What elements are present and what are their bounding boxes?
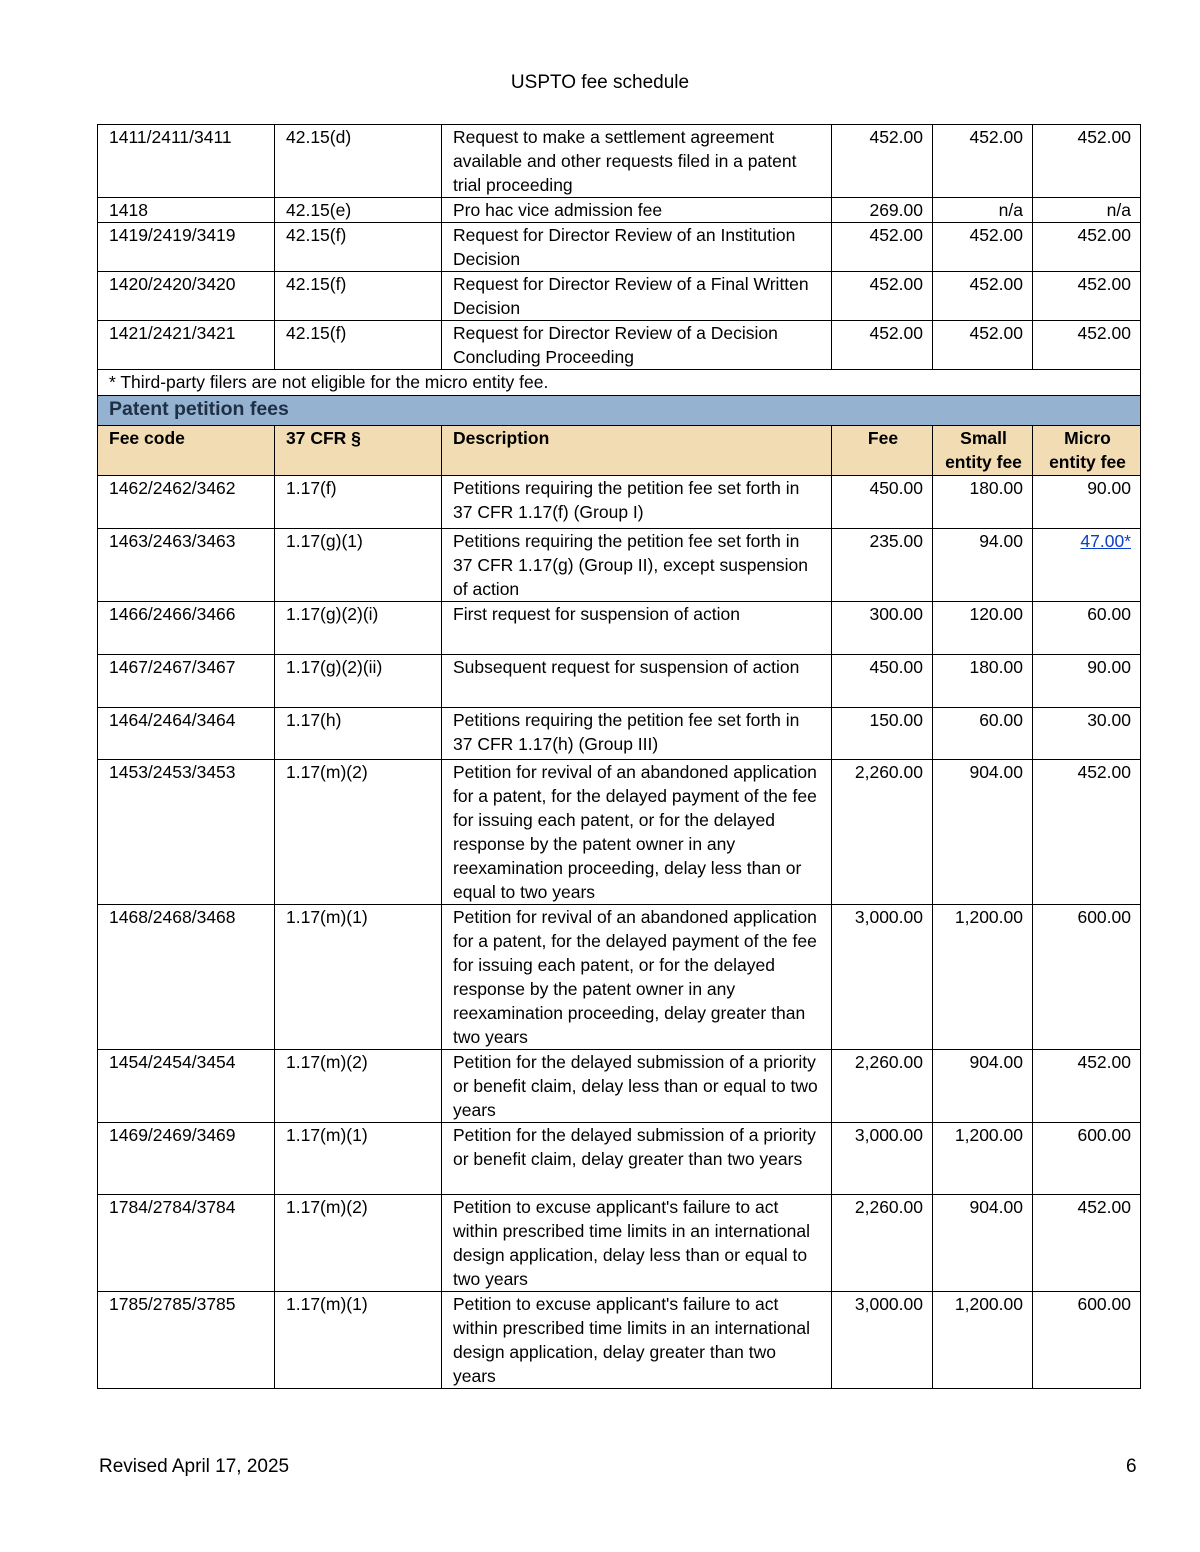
description-cell: Petitions requiring the petition fee set forth in 37 CFR 1.17(h) (Group III) (442, 708, 832, 760)
fee-code-cell: 1453/2453/3453 (98, 760, 275, 905)
fee-code-cell: 1785/2785/3785 (98, 1292, 275, 1389)
description-cell: Request for Director Review of a Decision Concluding Proceeding (442, 321, 832, 370)
micro-entity-fee-cell: 90.00 (1033, 655, 1141, 708)
fee-code-cell: 1464/2464/3464 (98, 708, 275, 760)
micro-entity-fee-cell (1033, 529, 1141, 602)
column-header-fee-code: Fee code (98, 426, 275, 476)
revision-date: Revised April 17, 2025 (99, 1456, 290, 1477)
cfr-cell: 42.15(d) (275, 125, 442, 198)
small-entity-fee-cell: 60.00 (933, 708, 1033, 760)
cfr-cell: 42.15(e) (275, 198, 442, 223)
fee-cell: 2,260.00 (832, 1050, 933, 1123)
table-row (98, 529, 1141, 602)
column-header-description: Description (442, 426, 832, 476)
table-row (98, 198, 1141, 223)
table-row (98, 655, 1141, 708)
small-entity-fee-cell: n/a (933, 198, 1033, 223)
table-row (98, 905, 1141, 1050)
fee-table (97, 124, 1141, 1389)
cfr-cell: 1.17(f) (275, 476, 442, 529)
micro-entity-fee-cell: 452.00 (1033, 125, 1141, 198)
page-number: 6 (1126, 1456, 1137, 1477)
description-cell: Petition to excuse applicant's failure to act within prescribed time limits in an international design application, delay greater than two years (442, 1292, 832, 1389)
table-row (98, 708, 1141, 760)
fee-code-cell: 1421/2421/3421 (98, 321, 275, 370)
cfr-cell: 42.15(f) (275, 272, 442, 321)
description-cell: Pro hac vice admission fee (442, 198, 832, 223)
small-entity-fee-cell: 1,200.00 (933, 1292, 1033, 1389)
micro-entity-footnote: * Third-party filers are not eligible for the micro entity fee. (98, 370, 1141, 396)
table-row (98, 1292, 1141, 1389)
fee-cell: 452.00 (832, 321, 933, 370)
micro-entity-fee-cell: 600.00 (1033, 1292, 1141, 1389)
description-cell: Petition for the delayed submission of a priority or benefit claim, delay greater than two years (442, 1123, 832, 1195)
description-cell: Request for Director Review of an Institution Decision (442, 223, 832, 272)
page-header-title: USPTO fee schedule (510, 72, 690, 93)
description-cell: Petition for revival of an abandoned application for a patent, for the delayed payment of the fee for issuing each patent, or for the delayed response by the patent owner in any reexamination proceeding, delay less than or equal to two years (442, 760, 832, 905)
column-header-cfr: 37 CFR § (275, 426, 442, 476)
cfr-cell: 42.15(f) (275, 223, 442, 272)
small-entity-fee-cell: 1,200.00 (933, 1123, 1033, 1195)
small-entity-fee-cell: 180.00 (933, 655, 1033, 708)
micro-entity-fee-cell: 452.00 (1033, 760, 1141, 905)
small-entity-fee-cell: 904.00 (933, 760, 1033, 905)
micro-entity-fee-cell: 600.00 (1033, 1123, 1141, 1195)
micro-entity-fee-cell: 600.00 (1033, 905, 1141, 1050)
micro-entity-fee-cell: n/a (1033, 198, 1141, 223)
cfr-cell: 1.17(m)(1) (275, 1292, 442, 1389)
table-row (98, 272, 1141, 321)
section-title: Patent petition fees (98, 396, 1141, 426)
fee-cell: 452.00 (832, 223, 933, 272)
fee-cell: 3,000.00 (832, 905, 933, 1050)
micro-entity-fee-cell: 452.00 (1033, 1195, 1141, 1292)
description-cell: Request to make a settlement agreement available and other requests filed in a patent trial proceeding (442, 125, 832, 198)
small-entity-fee-cell: 452.00 (933, 321, 1033, 370)
fee-code-cell: 1463/2463/3463 (98, 529, 275, 602)
table-row (98, 1195, 1141, 1292)
fee-cell: 269.00 (832, 198, 933, 223)
table-row (98, 321, 1141, 370)
fee-code-cell: 1420/2420/3420 (98, 272, 275, 321)
micro-entity-fee-cell: 452.00 (1033, 1050, 1141, 1123)
cfr-cell: 1.17(g)(1) (275, 529, 442, 602)
micro-entity-fee-cell: 90.00 (1033, 476, 1141, 529)
fee-code-cell: 1469/2469/3469 (98, 1123, 275, 1195)
fee-code-cell: 1419/2419/3419 (98, 223, 275, 272)
description-cell: Petitions requiring the petition fee set forth in 37 CFR 1.17(f) (Group I) (442, 476, 832, 529)
small-entity-fee-cell: 94.00 (933, 529, 1033, 602)
fee-code-cell: 1468/2468/3468 (98, 905, 275, 1050)
fee-cell: 300.00 (832, 602, 933, 655)
fee-code-cell: 1466/2466/3466 (98, 602, 275, 655)
small-entity-fee-cell: 120.00 (933, 602, 1033, 655)
small-entity-fee-cell: 180.00 (933, 476, 1033, 529)
cfr-cell: 1.17(g)(2)(i) (275, 602, 442, 655)
micro-entity-fee-cell: 30.00 (1033, 708, 1141, 760)
fee-code-cell: 1411/2411/3411 (98, 125, 275, 198)
fee-cell: 452.00 (832, 125, 933, 198)
description-cell: Petition to excuse applicant's failure to act within prescribed time limits in an international design application, delay less than or equal to two years (442, 1195, 832, 1292)
fee-code-cell: 1784/2784/3784 (98, 1195, 275, 1292)
small-entity-fee-cell: 452.00 (933, 125, 1033, 198)
table-row (98, 1050, 1141, 1123)
micro-entity-fee-cell: 452.00 (1033, 321, 1141, 370)
small-entity-fee-cell: 452.00 (933, 272, 1033, 321)
cfr-cell: 1.17(m)(2) (275, 1195, 442, 1292)
section-header-row (98, 396, 1141, 426)
small-entity-fee-cell: 904.00 (933, 1050, 1033, 1123)
fee-cell: 150.00 (832, 708, 933, 760)
cfr-cell: 1.17(m)(1) (275, 1123, 442, 1195)
column-header-small-entity-fee: Small entity fee (933, 426, 1033, 476)
micro-entity-fee-cell: 452.00 (1033, 223, 1141, 272)
description-cell: Petitions requiring the petition fee set forth in 37 CFR 1.17(g) (Group II), except suspension of action (442, 529, 832, 602)
fee-code-cell: 1467/2467/3467 (98, 655, 275, 708)
fee-cell: 235.00 (832, 529, 933, 602)
description-cell: Request for Director Review of a Final Written Decision (442, 272, 832, 321)
small-entity-fee-cell: 904.00 (933, 1195, 1033, 1292)
description-cell: Petition for revival of an abandoned application for a patent, for the delayed payment of the fee for issuing each patent, or for the delayed response by the patent owner in any reexamination proceeding, delay greater than two years (442, 905, 832, 1050)
table-row (98, 125, 1141, 198)
description-cell: Petition for the delayed submission of a priority or benefit claim, delay less than or equal to two years (442, 1050, 832, 1123)
cfr-cell: 1.17(m)(2) (275, 1050, 442, 1123)
cfr-cell: 1.17(g)(2)(ii) (275, 655, 442, 708)
cfr-cell: 42.15(f) (275, 321, 442, 370)
table-row (98, 223, 1141, 272)
column-header-micro-entity-fee: Micro entity fee (1033, 426, 1141, 476)
column-header-row (98, 426, 1141, 476)
fee-cell: 3,000.00 (832, 1292, 933, 1389)
fee-code-cell: 1462/2462/3462 (98, 476, 275, 529)
table-row (98, 760, 1141, 905)
fee-cell: 2,260.00 (832, 760, 933, 905)
micro-entity-fee-cell: 452.00 (1033, 272, 1141, 321)
small-entity-fee-cell: 452.00 (933, 223, 1033, 272)
fee-cell: 2,260.00 (832, 1195, 933, 1292)
column-header-fee: Fee (832, 426, 933, 476)
micro-entity-fee-cell: 60.00 (1033, 602, 1141, 655)
table-row (98, 1123, 1141, 1195)
small-entity-fee-cell: 1,200.00 (933, 905, 1033, 1050)
cfr-cell: 1.17(m)(1) (275, 905, 442, 1050)
cfr-cell: 1.17(h) (275, 708, 442, 760)
description-cell: First request for suspension of action (442, 602, 832, 655)
fee-cell: 450.00 (832, 655, 933, 708)
micro-fee-footnote-link[interactable]: 47.00* (1080, 531, 1131, 551)
table-row (98, 602, 1141, 655)
cfr-cell: 1.17(m)(2) (275, 760, 442, 905)
fee-cell: 3,000.00 (832, 1123, 933, 1195)
fee-cell: 452.00 (832, 272, 933, 321)
footnote-row (98, 370, 1141, 396)
description-cell: Subsequent request for suspension of action (442, 655, 832, 708)
fee-cell: 450.00 (832, 476, 933, 529)
fee-code-cell: 1454/2454/3454 (98, 1050, 275, 1123)
table-row (98, 476, 1141, 529)
fee-code-cell: 1418 (98, 198, 275, 223)
